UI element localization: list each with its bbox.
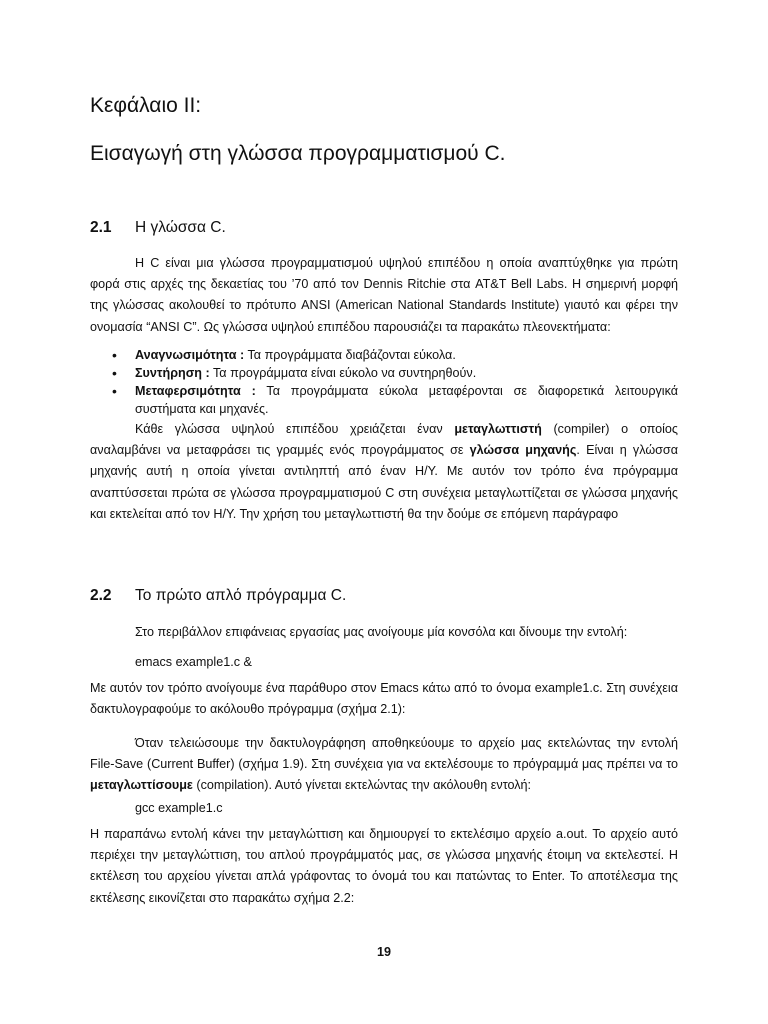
- section-heading-2-1: [90, 219, 226, 237]
- bullet-text: Τα προγράμματα διαβάζονται εύκολα.: [244, 348, 456, 362]
- text-run: Κάθε γλώσσα υψηλού επιπέδου χρειάζεται έναν: [135, 422, 455, 436]
- section-number: 2.1: [90, 219, 112, 236]
- chapter-title: Εισαγωγή στη γλώσσα προγραμματισμού C.: [90, 142, 506, 165]
- bullet-term: Συντήρηση :: [135, 366, 210, 380]
- bullet-icon: •: [112, 383, 117, 399]
- text-run: (compilation). Αυτό γίνεται εκτελώντας την ακόλουθη εντολή:: [192, 778, 532, 793]
- command-gcc: gcc example1.c: [135, 801, 223, 815]
- bullet-text: Τα προγράμματα εύκολα μεταφέρονται σε διαφορετικά λειτουργικά συστήματα και μηχανές.: [135, 384, 679, 416]
- section-heading-2-2: [90, 587, 346, 605]
- final-paragraph: Η παραπάνω εντολή κάνει την μεταγλώττιση και δημιουργεί το εκτελέσιμο αρχείο a.out. Το αρχείο αυτό περιέχει την μεταγλώττιση, του απλού προγράμματός μας, σε γλώσσα μηχανής έτοιμη να εκτελεστεί. Η εκτέλεση του αρχείου γίνεται απλά γράφοντας το όνομά του και πατώντας το Enter. Το αποτέλεσμα της εκτέλεσης εικονίζεται στο παρακάτω σχήμα 2.2:: [90, 827, 678, 905]
- save-paragraph: [90, 733, 678, 797]
- bullet-icon: •: [112, 347, 117, 363]
- page-number: 19: [376, 945, 391, 959]
- advantages-list: [90, 346, 678, 418]
- bullet-term: Μεταφερσιμότητα :: [135, 384, 256, 398]
- bold-term: μεταγλωττίσουμε: [90, 778, 193, 793]
- section-title: Η γλώσσα C.: [135, 219, 226, 236]
- bold-term: μεταγλωττιστή: [454, 422, 542, 436]
- bullet-text: Τα προγράμματα είναι εύκολο να συντηρηθούν.: [209, 366, 477, 380]
- text-run: (compiler) ο οποίος αναλαμβάνει να μεταφράσει τις γραμμές ενός προγράμματος σε: [90, 422, 678, 458]
- section-number: 2.2: [90, 587, 112, 604]
- list-item: [90, 346, 678, 364]
- chapter-label: Κεφάλαιο ΙΙ:: [90, 94, 202, 117]
- list-item: [90, 364, 678, 382]
- bullet-term: Αναγνωσιμότητα :: [135, 348, 245, 362]
- compiler-paragraph: [90, 419, 678, 525]
- section-title: Το πρώτο απλό πρόγραμμα C.: [135, 587, 347, 604]
- list-item: [90, 382, 678, 418]
- emacs-paragraph: Με αυτόν τον τρόπο ανοίγουμε ένα παράθυρο στον Emacs κάτω από το όνομα example1.c. Στη συνέχεια δακτυλογραφούμε το ακόλουθο πρόγραμμα (σχήμα 2.1):: [90, 681, 678, 717]
- console-instruction: Στο περιβάλλον επιφάνειας εργασίας μας ανοίγουμε μία κονσόλα και δίνουμε την εντολή:: [135, 625, 628, 639]
- intro-paragraph: Η C είναι μια γλώσσα προγραμματισμού υψηλού επιπέδου η οποία αναπτύχθηκε για πρώτη φορά στις αρχές της δεκαετίας του ’70 από τον Dennis Ritchie στα AT&T Bell Labs. Η σημερινή μορφή της γλώσσας ακολουθεί το πρότυπο ANSI (American National Standards Institute) γιαυτό και φέρει την ονομασία “ANSI C”. Ως γλώσσα υψηλού επιπέδου παρουσιάζει τα παρακάτω πλεονεκτήματα:: [90, 256, 678, 334]
- text-run: Όταν τελειώσουμε την δακτυλογράφηση αποθηκεύουμε το αρχείο μας εκτελώντας την εντολή File-Save (Current Buffer) (σχήμα 1.9). Στη συνέχεια για να εκτελέσουμε το πρόγραμμά μας πρέπει να το: [90, 736, 678, 772]
- bullet-icon: •: [112, 365, 117, 381]
- bold-term: γλώσσα μηχανής: [469, 443, 577, 458]
- command-emacs: emacs example1.c &: [135, 655, 252, 669]
- text-run: . Είναι η γλώσσα μηχανής αυτή η οποία γίνεται αντιληπτή από έναν Η/Υ. Με αυτόν τον τρόπο ένα πρόγραμμα αναπτύσσεται πρώτα σε γλώσσα προγραμματισμού C στη συνέχεια μεταγλωττίζεται σε γλώσσα μηχανής και εκτελείται από τον Η/Υ. Την χρήση του μεταγλωττιστή θα την δούμε σε επόμενη παράγραφο: [90, 443, 678, 521]
